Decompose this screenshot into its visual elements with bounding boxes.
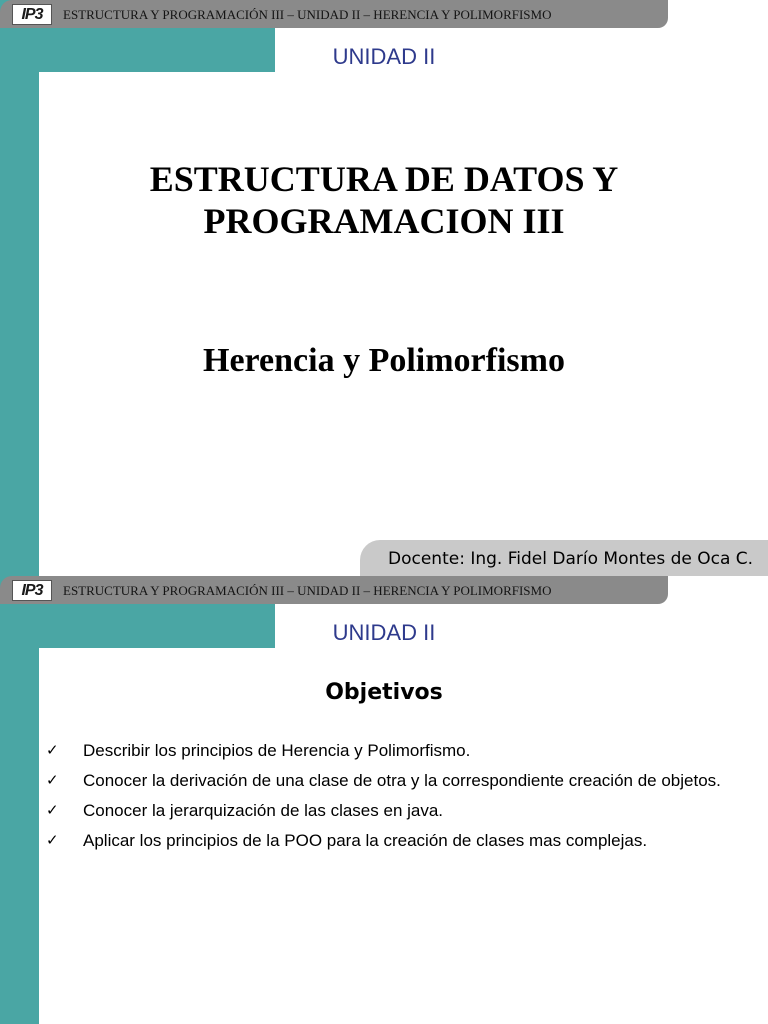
accent-sidebar — [0, 0, 39, 576]
main-title-line-2: PROGRAMACION III — [203, 201, 565, 241]
objectives-list — [46, 736, 746, 856]
objective-text: Conocer la jerarquización de las clases en java. — [83, 801, 444, 820]
course-header-text: ESTRUCTURA Y PROGRAMACIÓN III – UNIDAD II – HERENCIA Y POLIMORFISMO — [63, 583, 552, 598]
teacher-name: Docente: Ing. Fidel Darío Montes de Oca C. — [388, 549, 754, 569]
check-mark-icon: ✓ — [46, 741, 59, 759]
check-mark-icon: ✓ — [46, 801, 59, 819]
list-item — [46, 796, 746, 825]
list-item — [46, 766, 746, 795]
unit-label: UNIDAD II — [332, 44, 436, 69]
teacher-box — [360, 540, 768, 576]
objectives-title: Objetivos — [325, 680, 443, 705]
check-mark-icon: ✓ — [46, 831, 59, 849]
list-item — [46, 736, 746, 765]
unit-label: UNIDAD II — [332, 620, 436, 645]
main-title-line-1: ESTRUCTURA DE DATOS Y — [149, 159, 619, 199]
list-item — [46, 826, 746, 855]
course-header — [0, 0, 668, 28]
objective-text: Describir los principios de Herencia y Polimorfismo. — [83, 741, 471, 760]
objective-text: Conocer la derivación de una clase de otra y la correspondiente creación de objetos. — [83, 771, 721, 790]
slide-objectives — [0, 576, 768, 1024]
main-title — [39, 158, 729, 242]
ip3-logo: IP3 — [12, 580, 52, 601]
check-mark-icon: ✓ — [46, 771, 59, 789]
ip3-logo: IP3 — [12, 4, 52, 25]
objective-text: Aplicar los principios de la POO para la creación de clases mas complejas. — [83, 831, 648, 850]
course-header — [0, 576, 668, 604]
topic-subtitle: Herencia y Polimorfismo — [203, 342, 565, 379]
course-header-text: ESTRUCTURA Y PROGRAMACIÓN III – UNIDAD II – HERENCIA Y POLIMORFISMO — [63, 7, 552, 22]
